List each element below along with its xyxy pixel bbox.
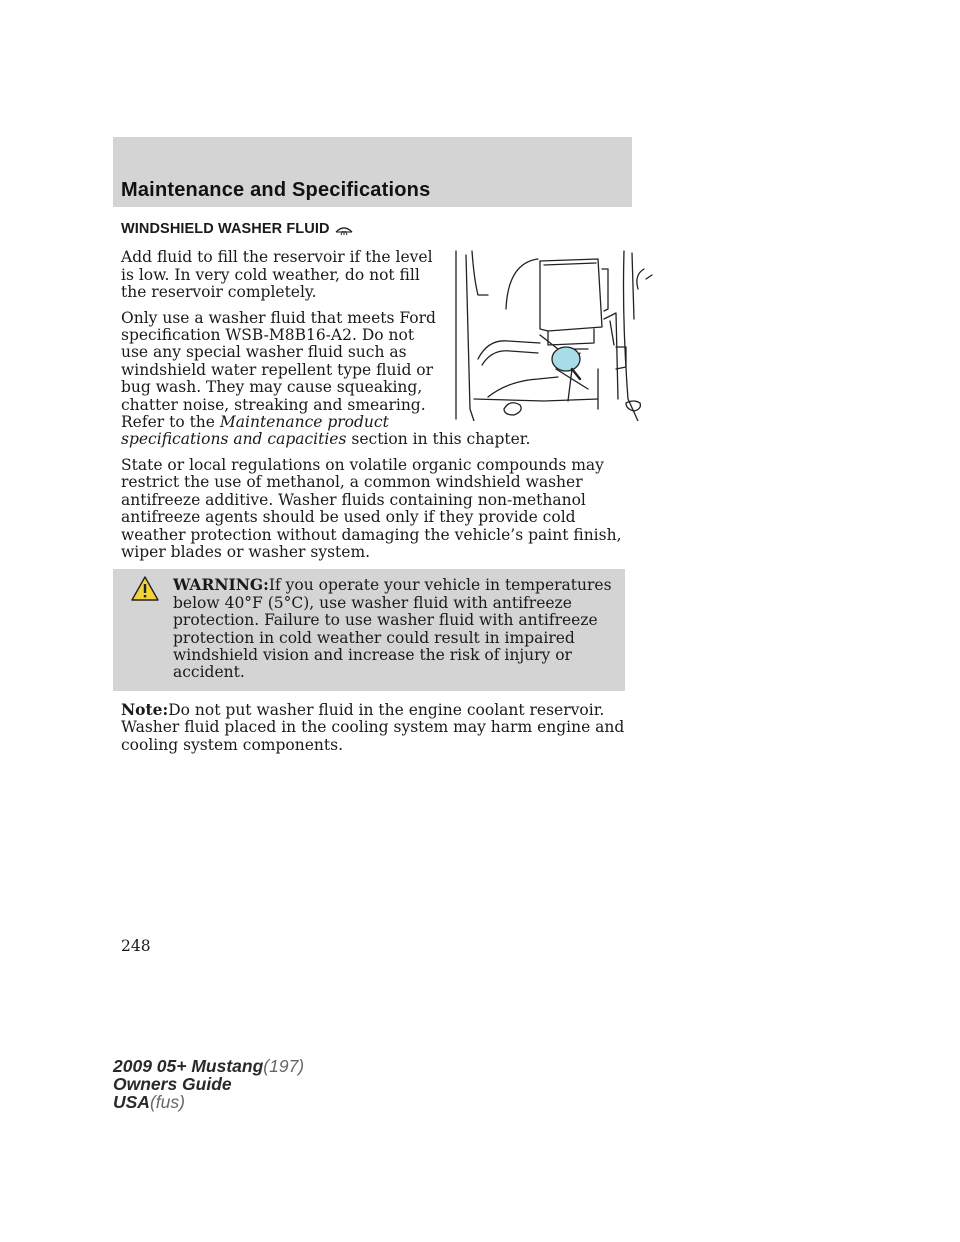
paragraph-specification: Only use a washer fluid that meets Ford specification WSB-M8B16-A2. Do not use any special washer fluid such as windshield water repellent type fluid or bug wash. They may cause squeaking, chatter noise, streaking and smearing. Refer to the Maintenance product specifications and capacities section in this chapter. bbox=[121, 308, 531, 449]
washer-reservoir-illustration bbox=[448, 249, 653, 421]
section-heading-text: WINDSHIELD WASHER FLUID bbox=[121, 221, 330, 237]
page-title: Maintenance and Specifications bbox=[121, 179, 431, 201]
section-header-band bbox=[113, 137, 632, 207]
page-number: 248 bbox=[121, 937, 151, 955]
document-footer: 2009 05+ Mustang(197) Owners Guide USA(fus) bbox=[113, 1056, 305, 1112]
warning-triangle-icon bbox=[130, 575, 160, 602]
warning-text: WARNING:If you operate your vehicle in temperatures below 40°F (5°C), use washer fluid with antifreeze protection. Failure to use washer fluid with antifreeze protection in cold weather could result in impaired windshield vision and increase the risk of injury or accident. bbox=[173, 575, 612, 682]
page-content bbox=[121, 221, 641, 762]
warning-box bbox=[113, 569, 625, 690]
warning-label: WARNING: bbox=[173, 575, 269, 595]
reservoir-cap bbox=[552, 347, 580, 371]
note-label: Note: bbox=[121, 699, 169, 719]
intro-with-illustration bbox=[121, 249, 641, 456]
section-heading bbox=[121, 221, 641, 238]
paragraph-regulations: State or local regulations on volatile organic compounds may restrict the use of methanol, a common windshield washer antifreeze additive. Washer fluids containing non-methanol antifreeze agents should be used only if they provide cold weather protection without damaging the vehicle’s paint finish, wiper blades or washer system. bbox=[121, 455, 622, 561]
chapter-reference: Maintenance product specifications and capacities bbox=[121, 413, 389, 449]
note-paragraph: Note:Do not put washer fluid in the engine coolant reservoir. Washer fluid placed in the cooling system may harm engine and cooling system components. bbox=[121, 699, 625, 754]
windshield-washer-icon bbox=[334, 222, 354, 238]
paragraph-fill-level: Add fluid to fill the reservoir if the level is low. In very cold weather, do not fill the reservoir completely. bbox=[121, 248, 433, 302]
